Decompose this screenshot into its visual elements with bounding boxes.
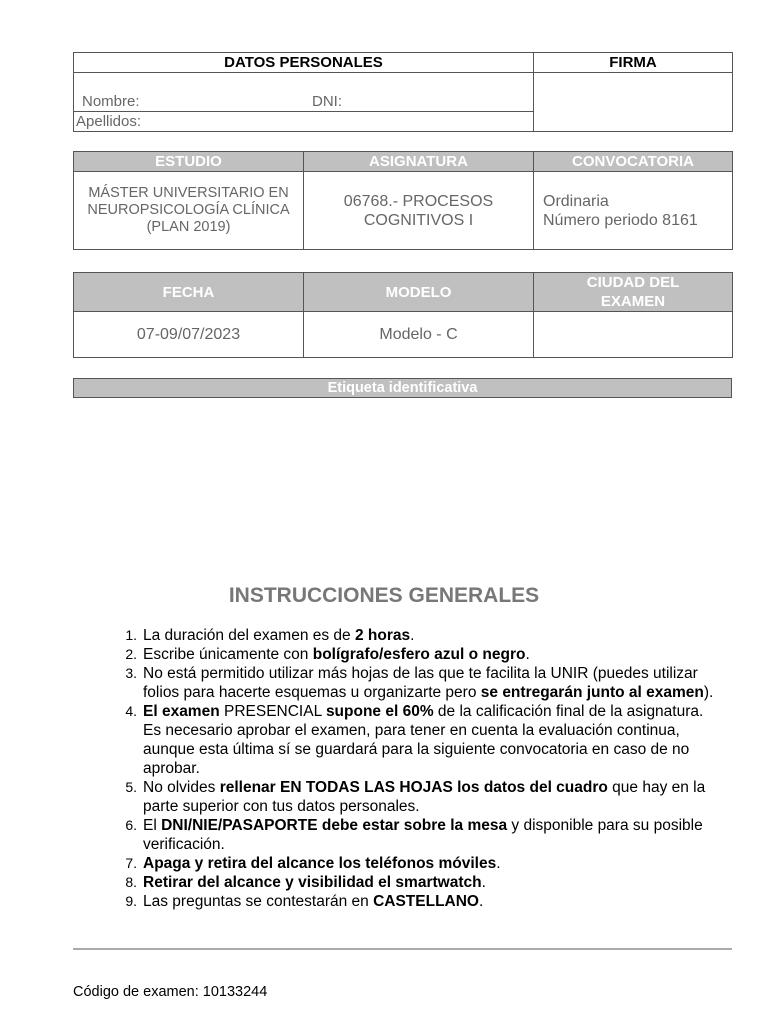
instruction-text: .	[479, 893, 484, 910]
instruction-item	[125, 873, 723, 892]
instruction-item	[125, 626, 723, 645]
subject-line: COGNITIVOS I	[363, 212, 474, 229]
instruction-text: La duración del examen es de	[143, 627, 355, 644]
instruction-text: No está permitido utilizar más hojas de las que te facilita la UNIR (puedes utilizar folios para hacerte esquemas u organizarte pero	[143, 665, 698, 701]
dni-label: DNI:	[312, 93, 342, 110]
instruction-text: PRESENCIAL	[219, 703, 326, 720]
city-value[interactable]	[534, 312, 733, 358]
instruction-text: Escribe únicamente con	[143, 646, 313, 663]
instruction-text: Las preguntas se contestarán en	[143, 893, 374, 910]
instruction-bold-text: rellenar EN TODAS LAS HOJAS los datos del cuadro	[219, 779, 608, 796]
signature-box[interactable]	[534, 73, 733, 132]
instruction-number: 7.	[125, 855, 137, 871]
signature-header: FIRMA	[534, 53, 733, 73]
call-value	[534, 172, 733, 250]
exam-table	[73, 272, 733, 358]
subject-line: 06768.- PROCESOS	[343, 193, 494, 210]
call-line: Número periodo 8161	[543, 212, 698, 229]
subject-header: ASIGNATURA	[304, 152, 534, 172]
call-header: CONVOCATORIA	[534, 152, 733, 172]
instruction-bold-text: bolígrafo/esfero azul o negro	[312, 646, 526, 663]
personal-data-fields	[74, 73, 534, 132]
instruction-bold-text: se entregarán junto al examen	[480, 684, 704, 701]
instruction-text: .	[410, 627, 415, 644]
city-header-text: CIUDAD DEL EXAMEN	[586, 274, 680, 310]
instruction-text: .	[525, 646, 530, 663]
model-value: Modelo - C	[304, 312, 534, 358]
surname-label: Apellidos:	[76, 113, 142, 130]
instruction-item	[125, 645, 723, 664]
date-value: 07-09/07/2023	[74, 312, 304, 358]
instruction-bold-text: DNI/NIE/PASAPORTE debe estar sobre la mesa	[161, 817, 508, 834]
instruction-text: y disponible para su posible verificación.	[143, 817, 703, 853]
instruction-number: 4.	[125, 703, 137, 719]
instruction-number: 6.	[125, 817, 137, 833]
date-header: FECHA	[74, 273, 304, 312]
instruction-text: El	[143, 817, 162, 834]
label-bar-table	[73, 378, 732, 398]
instruction-bold-text: Apaga y retira del alcance los teléfonos móviles	[143, 855, 497, 872]
instruction-number: 9.	[125, 893, 137, 909]
instruction-bold-text: CASTELLANO	[373, 893, 479, 910]
name-label: Nombre:	[82, 93, 140, 110]
instruction-bold-text: 2 horas	[354, 627, 411, 644]
instruction-item	[125, 664, 723, 702]
model-header: MODELO	[304, 273, 534, 312]
identification-label-bar: Etiqueta identificativa	[74, 379, 732, 398]
instructions-title: INSTRUCCIONES GENERALES	[228, 584, 540, 607]
instruction-text: de la calificación final de la asignatura. Es necesario aprobar el examen, para tener en cuenta la evaluación continua, aunque esta última sí se guardará para la siguiente convocatoria en caso de no aprobar.	[143, 703, 704, 777]
instruction-text: No olvides	[143, 779, 220, 796]
instruction-item	[125, 892, 723, 911]
city-header	[534, 273, 733, 312]
instruction-item	[125, 778, 723, 816]
personal-data-table	[73, 52, 733, 132]
instruction-text: .	[496, 855, 501, 872]
instruction-text: ).	[703, 684, 714, 701]
instruction-bold-text: supone el 60%	[325, 703, 434, 720]
divider	[73, 948, 732, 950]
instruction-item	[125, 702, 723, 778]
call-line: Ordinaria	[543, 193, 609, 210]
instruction-number: 8.	[125, 874, 137, 890]
exam-code: Código de examen: 10133244	[73, 984, 268, 1000]
instruction-number: 5.	[125, 779, 137, 795]
study-header: ESTUDIO	[74, 152, 304, 172]
study-value	[74, 172, 304, 250]
instruction-number: 1.	[125, 627, 137, 643]
subject-value	[304, 172, 534, 250]
instruction-item	[125, 816, 723, 854]
instruction-text: .	[481, 874, 486, 891]
instruction-number: 2.	[125, 646, 137, 662]
instruction-bold-text: Retirar del alcance y visibilidad el smartwatch	[143, 874, 482, 891]
instruction-item	[125, 854, 723, 873]
instructions-list	[73, 626, 723, 911]
instruction-text: que hay en la parte superior con tus datos personales.	[143, 779, 706, 815]
study-line: (PLAN 2019)	[146, 219, 231, 235]
study-line: MÁSTER UNIVERSITARIO EN	[88, 185, 289, 201]
instruction-number: 3.	[125, 665, 137, 681]
study-line: NEUROPSICOLOGÍA CLÍNICA	[87, 202, 290, 218]
course-table	[73, 151, 733, 250]
instruction-bold-text: El examen	[143, 703, 220, 720]
personal-data-header: DATOS PERSONALES	[74, 53, 534, 73]
